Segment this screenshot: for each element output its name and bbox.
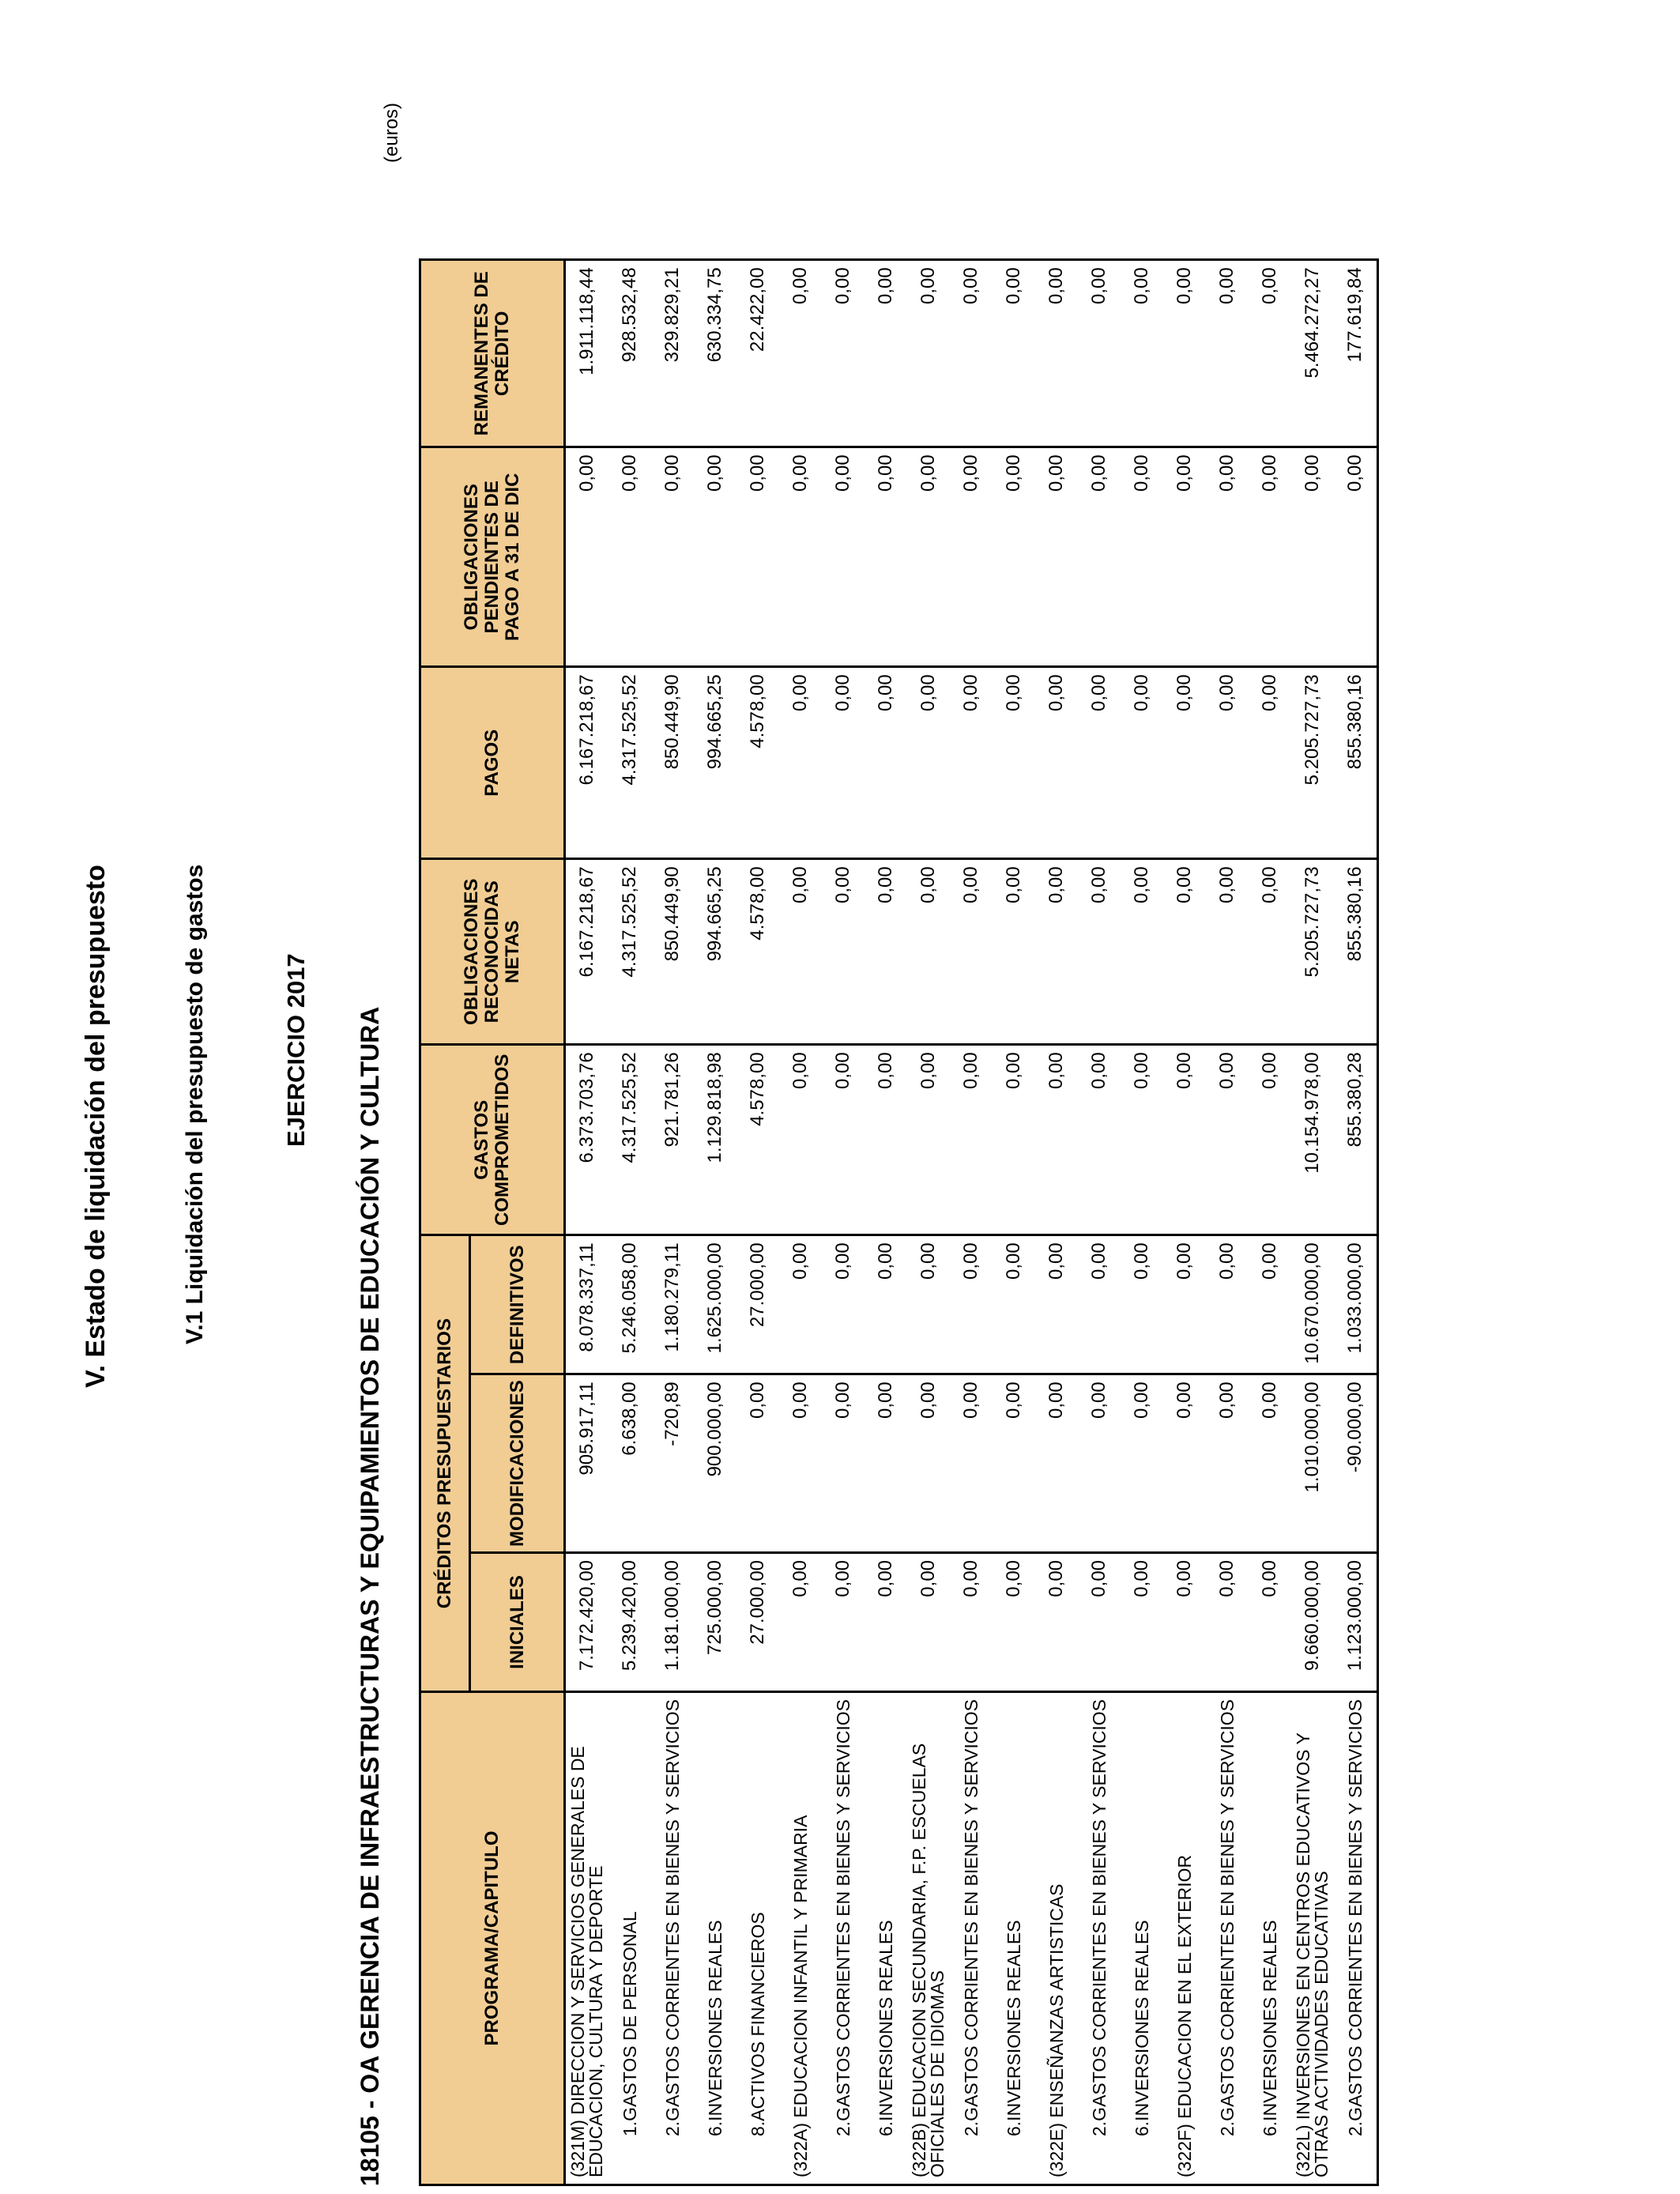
cell-pendientes: 0,00 xyxy=(950,447,993,667)
cell-programa: (322F) EDUCACION EN EL EXTERIOR xyxy=(1163,1691,1206,2185)
cell-pagos: 6.167.218,67 xyxy=(565,667,609,859)
cell-modificaciones: 0,00 xyxy=(1163,1374,1206,1553)
cell-pagos: 0,00 xyxy=(1035,667,1078,859)
table-row xyxy=(1121,260,1163,2185)
cell-programa: 2.GASTOS CORRIENTES EN BIENES Y SERVICIOS xyxy=(651,1691,694,2185)
cell-definitivos: 10.670.000,00 xyxy=(1291,1235,1334,1374)
cell-pendientes: 0,00 xyxy=(651,447,694,667)
cell-gastos: 0,00 xyxy=(1206,1045,1249,1235)
table-row xyxy=(864,260,907,2185)
cell-obligaciones: 994.665,25 xyxy=(694,859,736,1045)
cell-iniciales: 0,00 xyxy=(1121,1552,1163,1691)
cell-obligaciones: 0,00 xyxy=(950,859,993,1045)
cell-programa: 2.GASTOS CORRIENTES EN BIENES Y SERVICIOS xyxy=(1206,1691,1249,2185)
table-row xyxy=(993,260,1035,2185)
cell-modificaciones: 0,00 xyxy=(822,1374,864,1553)
cell-obligaciones: 0,00 xyxy=(822,859,864,1045)
units-label: (euros) xyxy=(381,102,402,163)
cell-iniciales: 1.181.000,00 xyxy=(651,1552,694,1691)
cell-programa: 6.INVERSIONES REALES xyxy=(694,1691,736,2185)
cell-remanentes: 5.464.272,27 xyxy=(1291,260,1334,447)
cell-pendientes: 0,00 xyxy=(1334,447,1378,667)
header-pagos: PAGOS xyxy=(420,667,565,859)
cell-programa: 2.GASTOS CORRIENTES EN BIENES Y SERVICIOS xyxy=(1334,1691,1378,2185)
cell-remanentes: 0,00 xyxy=(907,260,950,447)
cell-definitivos: 0,00 xyxy=(1035,1235,1078,1374)
cell-obligaciones: 0,00 xyxy=(1163,859,1206,1045)
cell-modificaciones: 0,00 xyxy=(993,1374,1035,1553)
cell-remanentes: 0,00 xyxy=(864,260,907,447)
cell-definitivos: 0,00 xyxy=(1078,1235,1121,1374)
cell-programa: 6.INVERSIONES REALES xyxy=(1121,1691,1163,2185)
cell-programa: (321M) DIRECCION Y SERVICIOS GENERALES DE EDUCACION, CULTURA Y DEPORTE xyxy=(565,1691,609,2185)
cell-iniciales: 7.172.420,00 xyxy=(565,1552,609,1691)
cell-pendientes: 0,00 xyxy=(1163,447,1206,667)
cell-definitivos: 0,00 xyxy=(907,1235,950,1374)
cell-definitivos: 0,00 xyxy=(950,1235,993,1374)
cell-iniciales: 0,00 xyxy=(822,1552,864,1691)
header-obligaciones: OBLIGACIONES RECONOCIDAS NETAS xyxy=(420,859,565,1045)
cell-gastos: 10.154.978,00 xyxy=(1291,1045,1334,1235)
cell-iniciales: 0,00 xyxy=(1035,1552,1078,1691)
table-row xyxy=(651,260,694,2185)
cell-pagos: 0,00 xyxy=(1249,667,1291,859)
cell-iniciales: 0,00 xyxy=(950,1552,993,1691)
cell-programa: 6.INVERSIONES REALES xyxy=(1249,1691,1291,2185)
cell-pagos: 0,00 xyxy=(822,667,864,859)
cell-iniciales: 0,00 xyxy=(907,1552,950,1691)
cell-pagos: 0,00 xyxy=(1078,667,1121,859)
cell-programa: (322B) EDUCACION SECUNDARIA, F.P. ESCUELAS OFICIALES DE IDIOMAS xyxy=(907,1691,950,2185)
cell-obligaciones: 0,00 xyxy=(864,859,907,1045)
cell-pagos: 5.205.727,73 xyxy=(1291,667,1334,859)
cell-iniciales: 0,00 xyxy=(1249,1552,1291,1691)
cell-gastos: 0,00 xyxy=(907,1045,950,1235)
cell-pendientes: 0,00 xyxy=(1291,447,1334,667)
cell-modificaciones: 0,00 xyxy=(864,1374,907,1553)
cell-pendientes: 0,00 xyxy=(993,447,1035,667)
cell-pendientes: 0,00 xyxy=(694,447,736,667)
cell-obligaciones: 0,00 xyxy=(993,859,1035,1045)
header-definitivos: DEFINITIVOS xyxy=(470,1235,565,1374)
cell-programa: 6.INVERSIONES REALES xyxy=(993,1691,1035,2185)
cell-programa: 6.INVERSIONES REALES xyxy=(864,1691,907,2185)
cell-pagos: 855.380,16 xyxy=(1334,667,1378,859)
cell-remanentes: 0,00 xyxy=(950,260,993,447)
cell-modificaciones: -720,89 xyxy=(651,1374,694,1553)
cell-definitivos: 0,00 xyxy=(1121,1235,1163,1374)
cell-remanentes: 1.911.118,44 xyxy=(565,260,609,447)
cell-programa: (322E) ENSEÑANZAS ARTISTICAS xyxy=(1035,1691,1078,2185)
cell-remanentes: 329.829,21 xyxy=(651,260,694,447)
cell-gastos: 1.129.818,98 xyxy=(694,1045,736,1235)
cell-pagos: 0,00 xyxy=(864,667,907,859)
cell-definitivos: 0,00 xyxy=(864,1235,907,1374)
table-row xyxy=(1035,260,1078,2185)
cell-modificaciones: 0,00 xyxy=(907,1374,950,1553)
cell-iniciales: 0,00 xyxy=(1206,1552,1249,1691)
cell-pendientes: 0,00 xyxy=(736,447,779,667)
cell-remanentes: 630.334,75 xyxy=(694,260,736,447)
header-creditos-group: CRÉDITOS PRESUPUESTARIOS xyxy=(420,1235,470,1692)
cell-modificaciones: 0,00 xyxy=(1078,1374,1121,1553)
budget-table-body xyxy=(565,260,1378,2185)
table-row xyxy=(1291,260,1334,2185)
cell-programa: (322A) EDUCACION INFANTIL Y PRIMARIA xyxy=(779,1691,822,2185)
cell-remanentes: 0,00 xyxy=(1121,260,1163,447)
cell-gastos: 0,00 xyxy=(950,1045,993,1235)
cell-remanentes: 0,00 xyxy=(1078,260,1121,447)
table-row xyxy=(694,260,736,2185)
cell-obligaciones: 4.578,00 xyxy=(736,859,779,1045)
cell-pagos: 4.317.525,52 xyxy=(608,667,651,859)
cell-remanentes: 0,00 xyxy=(1035,260,1078,447)
cell-iniciales: 0,00 xyxy=(1078,1552,1121,1691)
cell-iniciales: 725.000,00 xyxy=(694,1552,736,1691)
cell-definitivos: 0,00 xyxy=(779,1235,822,1374)
cell-definitivos: 1.180.279,11 xyxy=(651,1235,694,1374)
header-modificaciones: MODIFICACIONES xyxy=(470,1374,565,1553)
table-row xyxy=(907,260,950,2185)
table-row xyxy=(779,260,822,2185)
table-row xyxy=(950,260,993,2185)
cell-gastos: 0,00 xyxy=(779,1045,822,1235)
cell-pagos: 0,00 xyxy=(779,667,822,859)
cell-definitivos: 0,00 xyxy=(822,1235,864,1374)
cell-modificaciones: 6.638,00 xyxy=(608,1374,651,1553)
table-row xyxy=(608,260,651,2185)
cell-definitivos: 1.625.000,00 xyxy=(694,1235,736,1374)
cell-pagos: 0,00 xyxy=(1206,667,1249,859)
cell-iniciales: 1.123.000,00 xyxy=(1334,1552,1378,1691)
cell-remanentes: 0,00 xyxy=(993,260,1035,447)
cell-iniciales: 27.000,00 xyxy=(736,1552,779,1691)
cell-programa: 2.GASTOS CORRIENTES EN BIENES Y SERVICIOS xyxy=(822,1691,864,2185)
cell-modificaciones: 905.917,11 xyxy=(565,1374,609,1553)
cell-remanentes: 177.619,84 xyxy=(1334,260,1378,447)
table-row xyxy=(1249,260,1291,2185)
cell-programa: 2.GASTOS CORRIENTES EN BIENES Y SERVICIOS xyxy=(950,1691,993,2185)
cell-obligaciones: 6.167.218,67 xyxy=(565,859,609,1045)
table-row xyxy=(1206,260,1249,2185)
cell-pendientes: 0,00 xyxy=(864,447,907,667)
cell-gastos: 6.373.703,76 xyxy=(565,1045,609,1235)
cell-remanentes: 0,00 xyxy=(822,260,864,447)
cell-pagos: 0,00 xyxy=(1163,667,1206,859)
cell-pendientes: 0,00 xyxy=(907,447,950,667)
cell-gastos: 0,00 xyxy=(1035,1045,1078,1235)
cell-definitivos: 0,00 xyxy=(1249,1235,1291,1374)
cell-definitivos: 0,00 xyxy=(1206,1235,1249,1374)
cell-gastos: 0,00 xyxy=(1121,1045,1163,1235)
table-row xyxy=(736,260,779,2185)
budget-table xyxy=(419,258,1379,2186)
cell-definitivos: 27.000,00 xyxy=(736,1235,779,1374)
cell-obligaciones: 0,00 xyxy=(907,859,950,1045)
cell-obligaciones: 0,00 xyxy=(1121,859,1163,1045)
table-row xyxy=(565,260,609,2185)
cell-definitivos: 0,00 xyxy=(1163,1235,1206,1374)
table-row xyxy=(822,260,864,2185)
cell-definitivos: 5.246.058,00 xyxy=(608,1235,651,1374)
cell-iniciales: 9.660.000,00 xyxy=(1291,1552,1334,1691)
cell-pendientes: 0,00 xyxy=(1249,447,1291,667)
table-row xyxy=(1163,260,1206,2185)
cell-remanentes: 928.532,48 xyxy=(608,260,651,447)
cell-modificaciones: 0,00 xyxy=(1035,1374,1078,1553)
cell-iniciales: 0,00 xyxy=(993,1552,1035,1691)
cell-modificaciones: 0,00 xyxy=(1206,1374,1249,1553)
cell-obligaciones: 850.449,90 xyxy=(651,859,694,1045)
cell-pendientes: 0,00 xyxy=(822,447,864,667)
cell-gastos: 0,00 xyxy=(1249,1045,1291,1235)
cell-obligaciones: 5.205.727,73 xyxy=(1291,859,1334,1045)
page-title: V. Estado de liquidación del presupuesto xyxy=(81,865,111,1388)
cell-pendientes: 0,00 xyxy=(1121,447,1163,667)
cell-iniciales: 0,00 xyxy=(864,1552,907,1691)
cell-pagos: 0,00 xyxy=(993,667,1035,859)
header-remanentes: REMANENTES DE CRÉDITO xyxy=(420,260,565,447)
cell-pendientes: 0,00 xyxy=(1035,447,1078,667)
cell-iniciales: 0,00 xyxy=(1163,1552,1206,1691)
cell-gastos: 0,00 xyxy=(993,1045,1035,1235)
cell-pendientes: 0,00 xyxy=(779,447,822,667)
cell-gastos: 0,00 xyxy=(1078,1045,1121,1235)
cell-modificaciones: 900.000,00 xyxy=(694,1374,736,1553)
header-gastos: GASTOS COMPROMETIDOS xyxy=(420,1045,565,1235)
cell-obligaciones: 855.380,16 xyxy=(1334,859,1378,1045)
cell-gastos: 4.578,00 xyxy=(736,1045,779,1235)
cell-modificaciones: -90.000,00 xyxy=(1334,1374,1378,1553)
cell-pagos: 0,00 xyxy=(1121,667,1163,859)
header-pendientes: OBLIGACIONES PENDIENTES DE PAGO A 31 DE DIC xyxy=(420,447,565,667)
cell-iniciales: 5.239.420,00 xyxy=(608,1552,651,1691)
exercise-year: EJERCICIO 2017 xyxy=(282,953,310,1147)
cell-pagos: 0,00 xyxy=(907,667,950,859)
cell-gastos: 4.317.525,52 xyxy=(608,1045,651,1235)
cell-modificaciones: 0,00 xyxy=(1121,1374,1163,1553)
cell-gastos: 0,00 xyxy=(822,1045,864,1235)
cell-definitivos: 1.033.000,00 xyxy=(1334,1235,1378,1374)
header-iniciales: INICIALES xyxy=(470,1552,565,1691)
cell-pendientes: 0,00 xyxy=(565,447,609,667)
cell-modificaciones: 0,00 xyxy=(736,1374,779,1553)
cell-obligaciones: 0,00 xyxy=(1206,859,1249,1045)
cell-definitivos: 0,00 xyxy=(993,1235,1035,1374)
cell-pagos: 994.665,25 xyxy=(694,667,736,859)
cell-pendientes: 0,00 xyxy=(608,447,651,667)
cell-obligaciones: 4.317.525,52 xyxy=(608,859,651,1045)
cell-pagos: 850.449,90 xyxy=(651,667,694,859)
cell-programa: 8.ACTIVOS FINANCIEROS xyxy=(736,1691,779,2185)
cell-remanentes: 22.422,00 xyxy=(736,260,779,447)
cell-obligaciones: 0,00 xyxy=(1078,859,1121,1045)
cell-modificaciones: 0,00 xyxy=(1249,1374,1291,1553)
cell-definitivos: 8.078.337,11 xyxy=(565,1235,609,1374)
cell-iniciales: 0,00 xyxy=(779,1552,822,1691)
header-programa: PROGRAMA/CAPITULO xyxy=(420,1691,565,2185)
cell-modificaciones: 0,00 xyxy=(779,1374,822,1553)
page-subtitle: V.1 Liquidación del presupuesto de gastos xyxy=(182,864,208,1344)
cell-remanentes: 0,00 xyxy=(1206,260,1249,447)
cell-modificaciones: 0,00 xyxy=(950,1374,993,1553)
cell-programa: 2.GASTOS CORRIENTES EN BIENES Y SERVICIOS xyxy=(1078,1691,1121,2185)
cell-pendientes: 0,00 xyxy=(1078,447,1121,667)
cell-gastos: 855.380,28 xyxy=(1334,1045,1378,1235)
cell-gastos: 0,00 xyxy=(864,1045,907,1235)
cell-pagos: 4.578,00 xyxy=(736,667,779,859)
entity-title: 18105 - OA GERENCIA DE INFRAESTRUCTURAS Y EQUIPAMIENTOS DE EDUCACIÓN Y CULTURA xyxy=(356,1006,384,2186)
cell-obligaciones: 0,00 xyxy=(779,859,822,1045)
cell-remanentes: 0,00 xyxy=(1163,260,1206,447)
cell-programa: 1.GASTOS DE PERSONAL xyxy=(608,1691,651,2185)
cell-obligaciones: 0,00 xyxy=(1035,859,1078,1045)
cell-modificaciones: 1.010.000,00 xyxy=(1291,1374,1334,1553)
cell-obligaciones: 0,00 xyxy=(1249,859,1291,1045)
cell-remanentes: 0,00 xyxy=(779,260,822,447)
cell-pagos: 0,00 xyxy=(950,667,993,859)
cell-pendientes: 0,00 xyxy=(1206,447,1249,667)
table-row xyxy=(1334,260,1378,2185)
table-row xyxy=(1078,260,1121,2185)
cell-remanentes: 0,00 xyxy=(1249,260,1291,447)
cell-gastos: 921.781,26 xyxy=(651,1045,694,1235)
cell-programa: (322L) INVERSIONES EN CENTROS EDUCATIVOS Y OTRAS ACTIVIDADES EDUCATIVAS xyxy=(1291,1691,1334,2185)
cell-gastos: 0,00 xyxy=(1163,1045,1206,1235)
